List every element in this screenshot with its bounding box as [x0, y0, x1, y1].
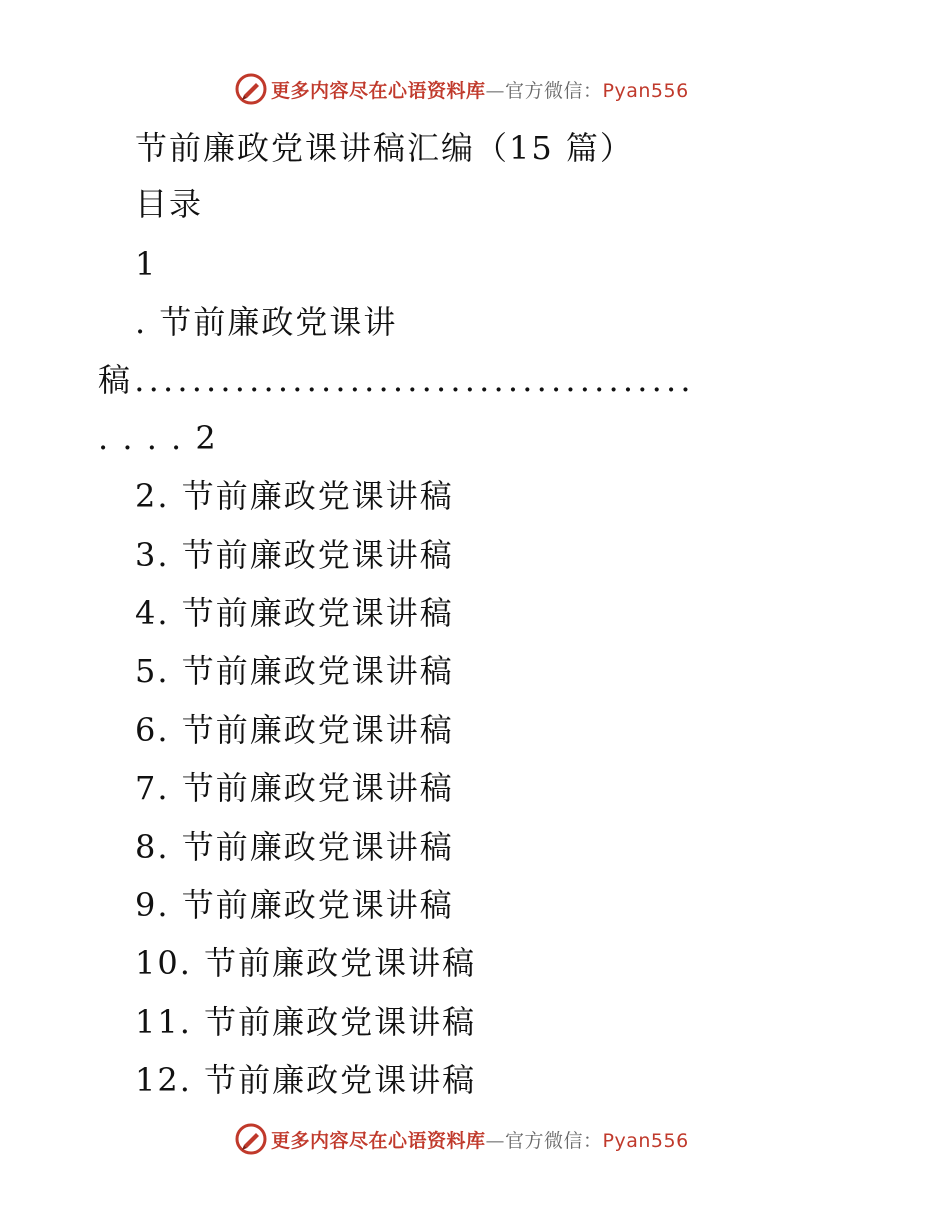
toc-item-1-number: 1 — [135, 245, 158, 283]
toc-heading: 目录 — [135, 185, 204, 223]
toc-item: 11. 节前廉政党课讲稿 — [135, 1003, 477, 1041]
toc-item: 5. 节前廉政党课讲稿 — [135, 652, 454, 690]
toc-item: 7. 节前廉政党课讲稿 — [135, 769, 454, 807]
header-banner — [235, 72, 689, 106]
toc-item-1-title: . 节前廉政党课讲 — [135, 303, 398, 341]
toc-item-1-page: . . . . 2 — [98, 419, 218, 457]
pen-logo-icon — [235, 1123, 267, 1155]
toc-item: 6. 节前廉政党课讲稿 — [135, 711, 454, 749]
banner-wechat-label: 官方微信： — [505, 1129, 603, 1152]
banner-text — [271, 76, 689, 103]
banner-main-text: 更多内容尽在心语资料库 — [271, 1129, 486, 1152]
toc-item: 8. 节前廉政党课讲稿 — [135, 828, 454, 866]
toc-item: 12. 节前廉政党课讲稿 — [135, 1061, 477, 1099]
toc-item: 3. 节前廉政党课讲稿 — [135, 536, 454, 574]
toc-item-1-leader: 稿....................................... — [98, 361, 695, 399]
banner-text — [271, 1126, 689, 1153]
banner-wechat-label: 官方微信： — [505, 79, 603, 102]
banner-dash: — — [485, 1129, 506, 1152]
banner-dash: — — [485, 79, 506, 102]
footer-banner — [235, 1122, 689, 1156]
pen-logo-icon — [235, 73, 267, 105]
toc-item: 4. 节前廉政党课讲稿 — [135, 594, 454, 632]
toc-item: 10. 节前廉政党课讲稿 — [135, 944, 477, 982]
banner-main-text: 更多内容尽在心语资料库 — [271, 79, 486, 102]
toc-item: 9. 节前廉政党课讲稿 — [135, 886, 454, 924]
toc-item: 2. 节前廉政党课讲稿 — [135, 477, 454, 515]
document-title: 节前廉政党课讲稿汇编（15 篇） — [135, 129, 634, 167]
banner-wechat-id: Pyan556 — [602, 79, 689, 102]
banner-wechat-id: Pyan556 — [602, 1129, 689, 1152]
